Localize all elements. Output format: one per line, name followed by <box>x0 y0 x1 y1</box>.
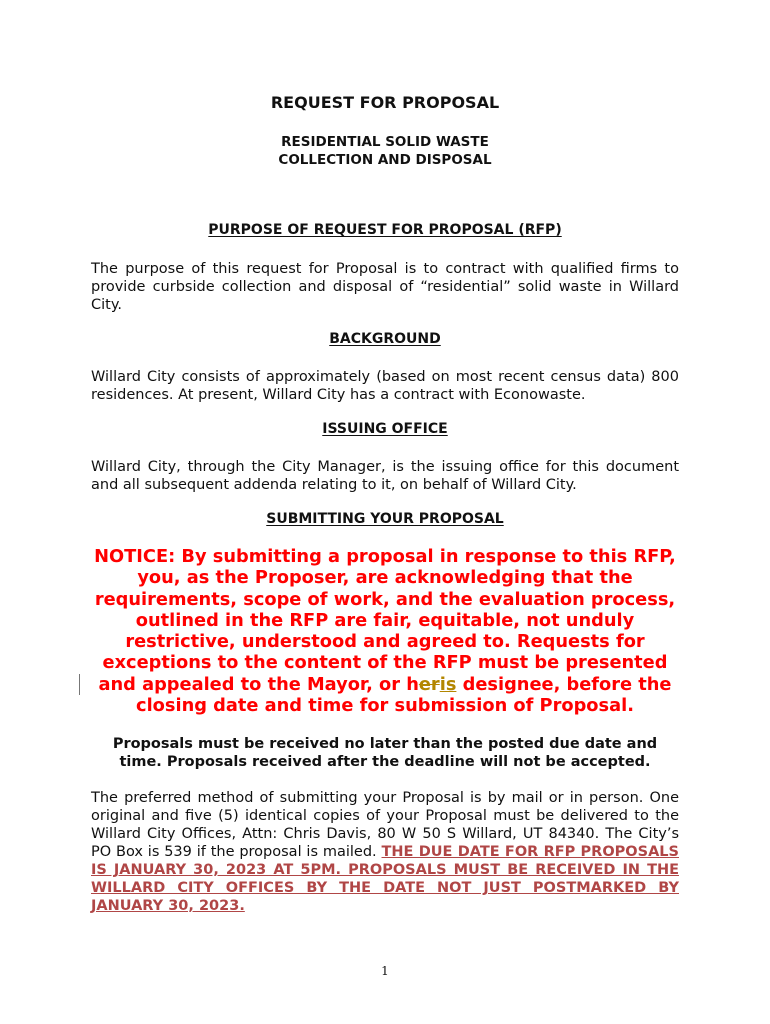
notice-paragraph <box>91 546 679 716</box>
purpose-heading: PURPOSE OF REQUEST FOR PROPOSAL (RFP) <box>208 222 562 238</box>
issuing-office-heading: ISSUING OFFICE <box>322 421 448 437</box>
subtitle-line-2: COLLECTION AND DISPOSAL <box>278 152 492 168</box>
background-heading: BACKGROUND <box>329 331 441 347</box>
issuing-office-paragraph: Willard City, through the City Manager, is the issuing office for this document and all subsequent addenda relating to it, on behalf of Willard City. <box>91 459 679 493</box>
tracked-insertion: is <box>439 673 457 695</box>
subtitle-line-1: RESIDENTIAL SOLID WASTE <box>281 134 489 150</box>
document-subtitle <box>91 133 679 169</box>
purpose-paragraph: The purpose of this request for Proposal is to contract with qualified firms to provide curbside collection and disposal of “residential” solid waste in Willard City. <box>91 261 679 313</box>
document-title: REQUEST FOR PROPOSAL <box>270 93 500 112</box>
due-date-text: THE DUE DATE FOR RFP PROPOSALS IS JANUARY 30, 2023 AT 5PM. PROPOSALS MUST BE RECEIVED IN THE WILLARD CITY OFFICES BY THE DATE NOT JUST POSTMARKED BY JANUARY 30, 2023. <box>91 844 679 914</box>
deadline-paragraph: Proposals must be received no later than the posted due date and time. Proposals received after the deadline will not be accepted. <box>112 736 658 770</box>
background-paragraph: Willard City consists of approximately (based on most recent census data) 800 residences. At present, Willard City has a contract with Econowaste. <box>91 369 679 403</box>
notice-text-part-2: designee, before the closing date and time for submission of Proposal. <box>136 673 672 717</box>
tracked-deletion: er <box>418 673 440 695</box>
notice-text-part-1: NOTICE: By submitting a proposal in response to this RFP, you, as the Proposer, are acknowledging that the requirements, scope of work, and the evaluation process, outlined in the RFP are fair, equitable, not unduly restrictive, understood and agreed to. Requests for exceptions to the content of the RFP must be presented and appealed to the Mayor, or h <box>94 546 676 695</box>
submitting-heading: SUBMITTING YOUR PROPOSAL <box>266 511 504 527</box>
submission-method-text: The preferred method of submitting your Proposal is by mail or in person. One original and five (5) identical copies of your Proposal must be delivered to the Willard City Offices, Attn: Chris Davis, 80 W 50 S Willard, UT 84340. The City’s PO Box is 539 if the proposal is mailed. <box>91 790 679 860</box>
tracked-change-bar <box>79 674 80 695</box>
submission-method-paragraph <box>91 789 679 915</box>
page-number: 1 <box>381 964 389 978</box>
